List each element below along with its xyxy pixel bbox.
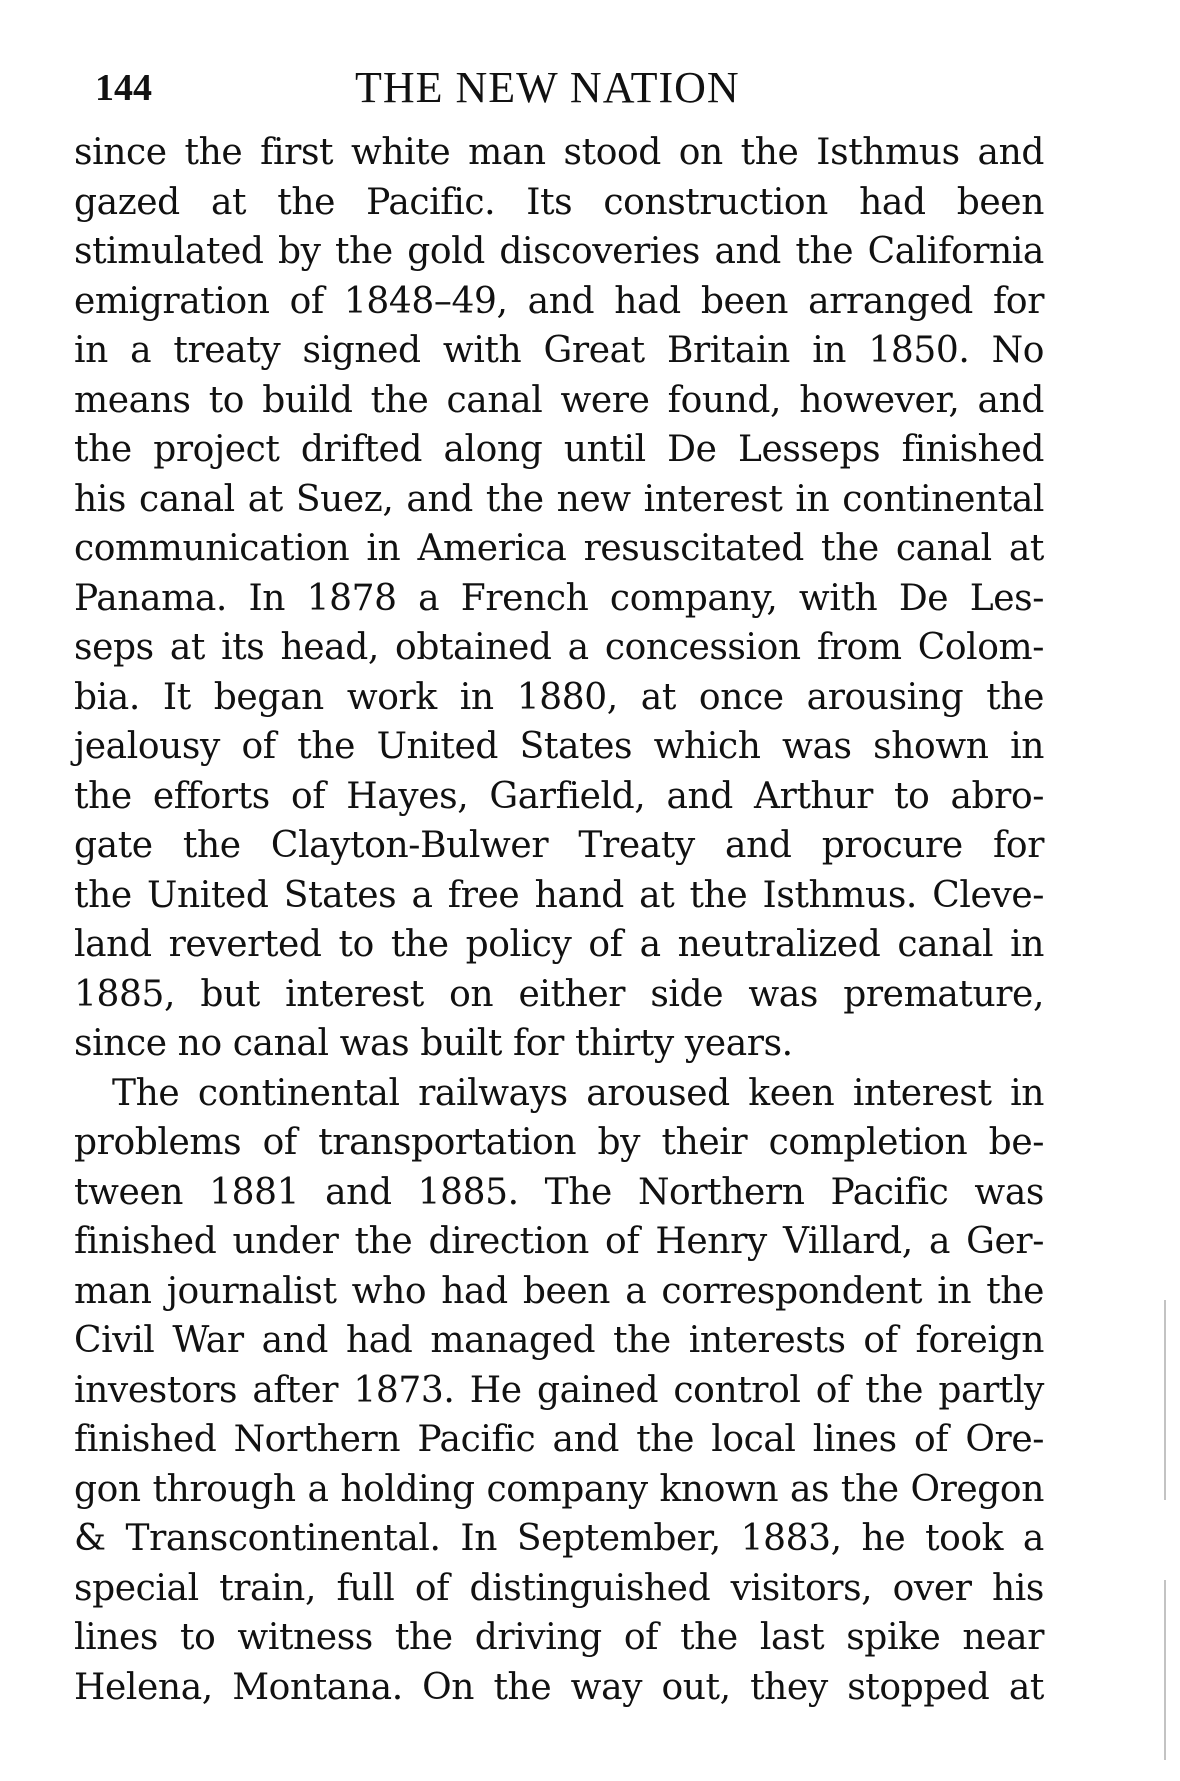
text-line: land reverted to the policy of a neutralized canal in (74, 924, 1044, 965)
text-line: man journalist who had been a correspondent in the (74, 1270, 1044, 1312)
page-number: 144 (95, 67, 152, 109)
text-line: tween 1881 and 1885. The Northern Pacific was (74, 1171, 1044, 1213)
text-line: Helena, Montana. On the way out, they stopped at (74, 1666, 1044, 1708)
text-line: means to build the canal were found, however, and (74, 379, 1044, 421)
text-line: The continental railways aroused keen interest in (112, 1072, 1044, 1114)
text-line: the efforts of Hayes, Garfield, and Arthur to abro- (74, 775, 1044, 817)
text-line: special train, full of distinguished visitors, over his (74, 1567, 1044, 1609)
text-line: investors after 1873. He gained control of the partly (74, 1369, 1044, 1411)
text-line: finished under the direction of Henry Villard, a Ger- (74, 1221, 1044, 1262)
page-header (95, 58, 975, 118)
text-line: 1885, but interest on either side was premature, (74, 973, 1044, 1015)
paragraph-1 (74, 128, 1044, 1069)
body-text (74, 128, 1044, 1712)
text-line: emigration of 1848–49, and had been arranged for (74, 280, 1044, 322)
text-line: in a treaty signed with Great Britain in 1850. No (74, 330, 1044, 371)
text-line: bia. It began work in 1880, at once arousing the (74, 676, 1044, 718)
text-line: lines to witness the driving of the last spike near (74, 1617, 1044, 1658)
text-line: gon through a holding company known as the Oregon (74, 1468, 1044, 1510)
text-line: finished Northern Pacific and the local lines of Ore- (74, 1419, 1044, 1460)
text-line: jealousy of the United States which was shown in (74, 726, 1044, 767)
page-edge-mark (1164, 1580, 1166, 1760)
text-line: seps at its head, obtained a concession from Colom- (74, 627, 1044, 668)
text-line: problems of transportation by their completion be- (74, 1122, 1044, 1163)
text-line: the project drifted along until De Lesseps finished (74, 429, 1044, 470)
text-line: & Transcontinental. In September, 1883, he took a (74, 1518, 1044, 1559)
text-line: communication in America resuscitated the canal at (74, 528, 1044, 569)
paragraph-2 (74, 1069, 1044, 1713)
text-line: his canal at Suez, and the new interest in continental (74, 478, 1044, 520)
text-line: gate the Clayton-Bulwer Treaty and procure for (74, 825, 1044, 866)
text-line: since no canal was built for thirty years. (74, 1023, 793, 1064)
page-edge-mark (1164, 1300, 1166, 1500)
text-line: since the first white man stood on the Isthmus and (74, 132, 1044, 173)
text-line: Panama. In 1878 a French company, with De Les- (74, 577, 1044, 619)
text-line: Civil War and had managed the interests of foreign (74, 1320, 1044, 1361)
running-title: THE NEW NATION (355, 63, 740, 112)
text-line: the United States a free hand at the Isthmus. Cleve- (74, 874, 1044, 916)
text-line: gazed at the Pacific. Its construction had been (74, 181, 1044, 223)
text-line: stimulated by the gold discoveries and the California (74, 231, 1044, 272)
